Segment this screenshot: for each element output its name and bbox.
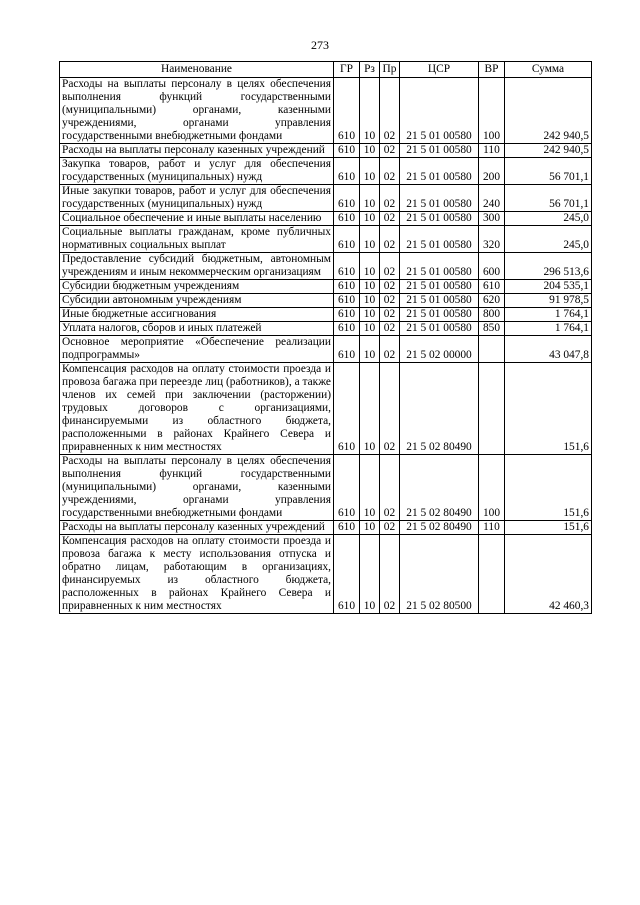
cell-sum: 151,6 [505, 455, 592, 521]
cell-csr: 21 5 02 80490 [400, 363, 479, 455]
cell-rz: 10 [360, 294, 380, 308]
cell-vr: 100 [479, 78, 505, 144]
cell-vr: 320 [479, 226, 505, 253]
cell-csr: 21 5 01 00580 [400, 158, 479, 185]
cell-name: Расходы на выплаты персоналу в целях обеспечения выполнения функций государственными (муниципальными) органами, казенными учреждениями, органами управления государственными внебюджетными фондами [60, 455, 334, 521]
cell-rz: 10 [360, 253, 380, 280]
cell-vr: 600 [479, 253, 505, 280]
cell-csr: 21 5 02 80490 [400, 455, 479, 521]
cell-sum: 56 701,1 [505, 185, 592, 212]
table-row [60, 535, 592, 614]
cell-rz: 10 [360, 455, 380, 521]
header-csr: ЦСР [400, 62, 479, 78]
cell-name: Социальное обеспечение и иные выплаты населению [60, 212, 334, 226]
cell-rz: 10 [360, 336, 380, 363]
cell-csr: 21 5 01 00580 [400, 253, 479, 280]
cell-name: Субсидии автономным учреждениям [60, 294, 334, 308]
cell-name: Компенсация расходов на оплату стоимости проезда и провоза багажа к месту использования отпуска и обратно лицам, работающим в организациях, финансируемых из областного бюджета, расположенных в районах Крайнего Севера и приравненных к ним местностях [60, 535, 334, 614]
cell-pr: 02 [380, 78, 400, 144]
header-vr: ВР [479, 62, 505, 78]
cell-csr: 21 5 01 00580 [400, 280, 479, 294]
cell-pr: 02 [380, 308, 400, 322]
cell-csr: 21 5 01 00580 [400, 322, 479, 336]
cell-vr: 610 [479, 280, 505, 294]
cell-name: Субсидии бюджетным учреждениям [60, 280, 334, 294]
page-number: 273 [311, 38, 329, 52]
cell-name: Иные закупки товаров, работ и услуг для обеспечения государственных (муниципальных) нужд [60, 185, 334, 212]
cell-rz: 10 [360, 322, 380, 336]
cell-sum: 56 701,1 [505, 158, 592, 185]
cell-csr: 21 5 01 00580 [400, 144, 479, 158]
cell-rz: 10 [360, 212, 380, 226]
cell-gr: 610 [334, 308, 360, 322]
cell-pr: 02 [380, 336, 400, 363]
cell-csr: 21 5 01 00580 [400, 212, 479, 226]
cell-sum: 91 978,5 [505, 294, 592, 308]
cell-rz: 10 [360, 78, 380, 144]
cell-sum: 1 764,1 [505, 322, 592, 336]
table-row [60, 336, 592, 363]
cell-vr: 200 [479, 158, 505, 185]
cell-pr: 02 [380, 294, 400, 308]
cell-gr: 610 [334, 455, 360, 521]
cell-vr: 110 [479, 144, 505, 158]
cell-name: Компенсация расходов на оплату стоимости проезда и провоза багажа при переезде лиц (работников), а также членов их семей при заключении (расторжении) трудовых договоров с организациями, финансируемыми из областного бюджета, расположенными в районах Крайнего Севера и приравненных к ним местностях [60, 363, 334, 455]
table-row [60, 78, 592, 144]
cell-csr: 21 5 01 00580 [400, 308, 479, 322]
cell-rz: 10 [360, 280, 380, 294]
cell-pr: 02 [380, 226, 400, 253]
cell-rz: 10 [360, 158, 380, 185]
header-name: Наименование [60, 62, 334, 78]
cell-sum: 151,6 [505, 363, 592, 455]
cell-csr: 21 5 02 80500 [400, 535, 479, 614]
cell-sum: 42 460,3 [505, 535, 592, 614]
cell-sum: 245,0 [505, 226, 592, 253]
cell-pr: 02 [380, 535, 400, 614]
cell-csr: 21 5 01 00580 [400, 226, 479, 253]
cell-vr: 300 [479, 212, 505, 226]
cell-sum: 296 513,6 [505, 253, 592, 280]
cell-gr: 610 [334, 336, 360, 363]
cell-csr: 21 5 02 00000 [400, 336, 479, 363]
cell-gr: 610 [334, 78, 360, 144]
cell-gr: 610 [334, 226, 360, 253]
cell-vr: 110 [479, 521, 505, 535]
table-row [60, 521, 592, 535]
table-row [60, 144, 592, 158]
cell-gr: 610 [334, 212, 360, 226]
cell-pr: 02 [380, 185, 400, 212]
header-gr: ГР [334, 62, 360, 78]
cell-rz: 10 [360, 185, 380, 212]
cell-sum: 43 047,8 [505, 336, 592, 363]
table-header-row [60, 62, 592, 78]
table-row [60, 322, 592, 336]
cell-name: Социальные выплаты гражданам, кроме публичных нормативных социальных выплат [60, 226, 334, 253]
cell-sum: 1 764,1 [505, 308, 592, 322]
table-body [60, 78, 592, 614]
cell-vr: 620 [479, 294, 505, 308]
cell-name: Основное мероприятие «Обеспечение реализации подпрограммы» [60, 336, 334, 363]
cell-rz: 10 [360, 535, 380, 614]
table-row [60, 280, 592, 294]
cell-gr: 610 [334, 185, 360, 212]
cell-sum: 242 940,5 [505, 78, 592, 144]
cell-pr: 02 [380, 144, 400, 158]
cell-rz: 10 [360, 363, 380, 455]
cell-gr: 610 [334, 322, 360, 336]
table-row [60, 158, 592, 185]
cell-gr: 610 [334, 158, 360, 185]
cell-vr: 100 [479, 455, 505, 521]
cell-csr: 21 5 01 00580 [400, 294, 479, 308]
cell-gr: 610 [334, 521, 360, 535]
cell-pr: 02 [380, 455, 400, 521]
cell-csr: 21 5 02 80490 [400, 521, 479, 535]
cell-name: Закупка товаров, работ и услуг для обеспечения государственных (муниципальных) нужд [60, 158, 334, 185]
cell-vr: 240 [479, 185, 505, 212]
cell-csr: 21 5 01 00580 [400, 78, 479, 144]
cell-gr: 610 [334, 363, 360, 455]
table-row [60, 212, 592, 226]
header-pr: Пр [380, 62, 400, 78]
cell-pr: 02 [380, 253, 400, 280]
header-rz: Рз [360, 62, 380, 78]
cell-name: Расходы на выплаты персоналу в целях обеспечения выполнения функций государственными (муниципальными) органами, казенными учреждениями, органами управления государственными внебюджетными фондами [60, 78, 334, 144]
cell-vr [479, 363, 505, 455]
cell-name: Предоставление субсидий бюджетным, автономным учреждениям и иным некоммерческим организациям [60, 253, 334, 280]
cell-gr: 610 [334, 144, 360, 158]
cell-rz: 10 [360, 521, 380, 535]
cell-pr: 02 [380, 158, 400, 185]
cell-pr: 02 [380, 322, 400, 336]
cell-vr: 800 [479, 308, 505, 322]
cell-gr: 610 [334, 280, 360, 294]
cell-rz: 10 [360, 226, 380, 253]
cell-pr: 02 [380, 521, 400, 535]
cell-sum: 204 535,1 [505, 280, 592, 294]
cell-gr: 610 [334, 535, 360, 614]
cell-csr: 21 5 01 00580 [400, 185, 479, 212]
cell-name: Расходы на выплаты персоналу казенных учреждений [60, 521, 334, 535]
cell-name: Расходы на выплаты персоналу казенных учреждений [60, 144, 334, 158]
cell-sum: 242 940,5 [505, 144, 592, 158]
table-row [60, 185, 592, 212]
cell-vr: 850 [479, 322, 505, 336]
table-row [60, 308, 592, 322]
table-row [60, 455, 592, 521]
header-sum: Сумма [505, 62, 592, 78]
cell-rz: 10 [360, 144, 380, 158]
cell-rz: 10 [360, 308, 380, 322]
table-row [60, 294, 592, 308]
cell-sum: 245,0 [505, 212, 592, 226]
cell-pr: 02 [380, 280, 400, 294]
cell-pr: 02 [380, 212, 400, 226]
table-row [60, 226, 592, 253]
cell-pr: 02 [380, 363, 400, 455]
cell-vr [479, 535, 505, 614]
cell-sum: 151,6 [505, 521, 592, 535]
cell-name: Иные бюджетные ассигнования [60, 308, 334, 322]
table-row [60, 363, 592, 455]
cell-name: Уплата налогов, сборов и иных платежей [60, 322, 334, 336]
budget-table [59, 61, 592, 614]
cell-gr: 610 [334, 294, 360, 308]
table-row [60, 253, 592, 280]
cell-vr [479, 336, 505, 363]
cell-gr: 610 [334, 253, 360, 280]
